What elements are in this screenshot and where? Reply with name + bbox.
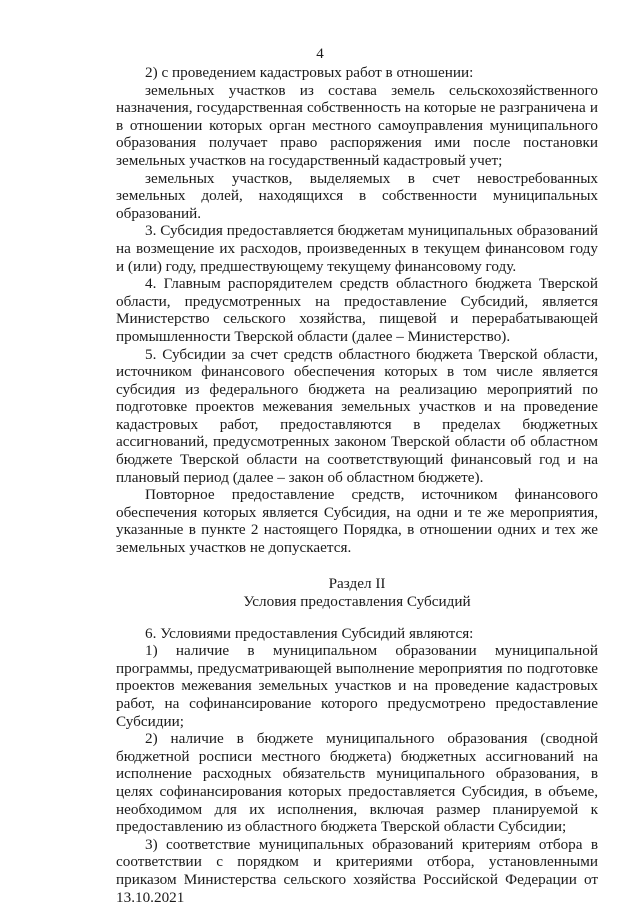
paragraph-item-6: 6. Условиями предоставления Субсидий являются: <box>145 624 474 642</box>
paragraph-agricultural-lands: земельных участков из состава земель сельскохозяйственного назначения, государственная собственность на которые не разграничена и в отношении которых орган местного самоуправления муниципального образования получает право распоряжения ими после постановки земельных участков на государственный кадастровый учет; <box>116 81 598 169</box>
document-body <box>116 64 598 906</box>
paragraph-item-3: 3. Субсидия предоставляется бюджетам муниципальных образований на возмещение их расходов, произведенных в текущем финансовом году и (или) году, предшествующему текущему финансовому году. <box>116 222 598 275</box>
section-label: Раздел II <box>328 574 386 592</box>
paragraph-cadastral-works: 2) с проведением кадастровых работ в отношении: <box>145 64 474 81</box>
paragraph-condition-1: 1) наличие в муниципальном образовании муниципальной программы, предусматривающей выполнение мероприятия по подготовке проектов межевания земельных участков и на проведение кадастровых работ, на софинансирование которого предусмотрено предоставление Субсидии; <box>116 642 598 730</box>
paragraph-item-4: 4. Главным распорядителем средств областного бюджета Тверской области, предусмотренных на предоставление Субсидий, является Министерство сельского хозяйства, пищевой и перерабатывающей промышленности Тверской области (далее – Министерство). <box>116 275 598 345</box>
paragraph-unclaimed-shares: земельных участков, выделяемых в счет невостребованных земельных долей, находящихся в собственности муниципальных образований. <box>116 169 598 222</box>
paragraph-condition-2: 2) наличие в бюджете муниципального образования (сводной бюджетной росписи местного бюджета) бюджетных ассигнований на исполнение расходных обязательств муниципального образования, в целях софинансирования которых предоставляется Субсидия, в объеме, необходимом для их исполнения, включая размер планируемой к предоставлению из областного бюджета Тверской области Субсидии; <box>116 730 598 836</box>
paragraph-condition-3: 3) соответствие муниципальных образований критериям отбора в соответствии с порядком и критериями отбора, установленными приказом Министерства сельского хозяйства Российской Федерации от 13.10.2021 <box>116 835 598 906</box>
section-title: Условия предоставления Субсидий <box>243 592 471 610</box>
page-number: 4 <box>316 46 324 62</box>
paragraph-item-5: 5. Субсидии за счет средств областного бюджета Тверской области, источником финансового обеспечения которых в том числе является субсидия из федерального бюджета на реализацию мероприятий по подготовке проектов межевания земельных участков и на проведение кадастровых работ, предоставляются в пределах бюджетных ассигнований, предусмотренных законом Тверской области об областном бюджете Тверской области на соответствующий финансовый год и на плановый период (далее – закон об областном бюджете). <box>116 345 598 486</box>
paragraph-repeat-provision: Повторное предоставление средств, источником финансового обеспечения которых является Субсидия, на одни и те же мероприятия, указанные в пункте 2 настоящего Порядка, в отношении одних и тех же земельных участков не допускается. <box>116 486 598 557</box>
